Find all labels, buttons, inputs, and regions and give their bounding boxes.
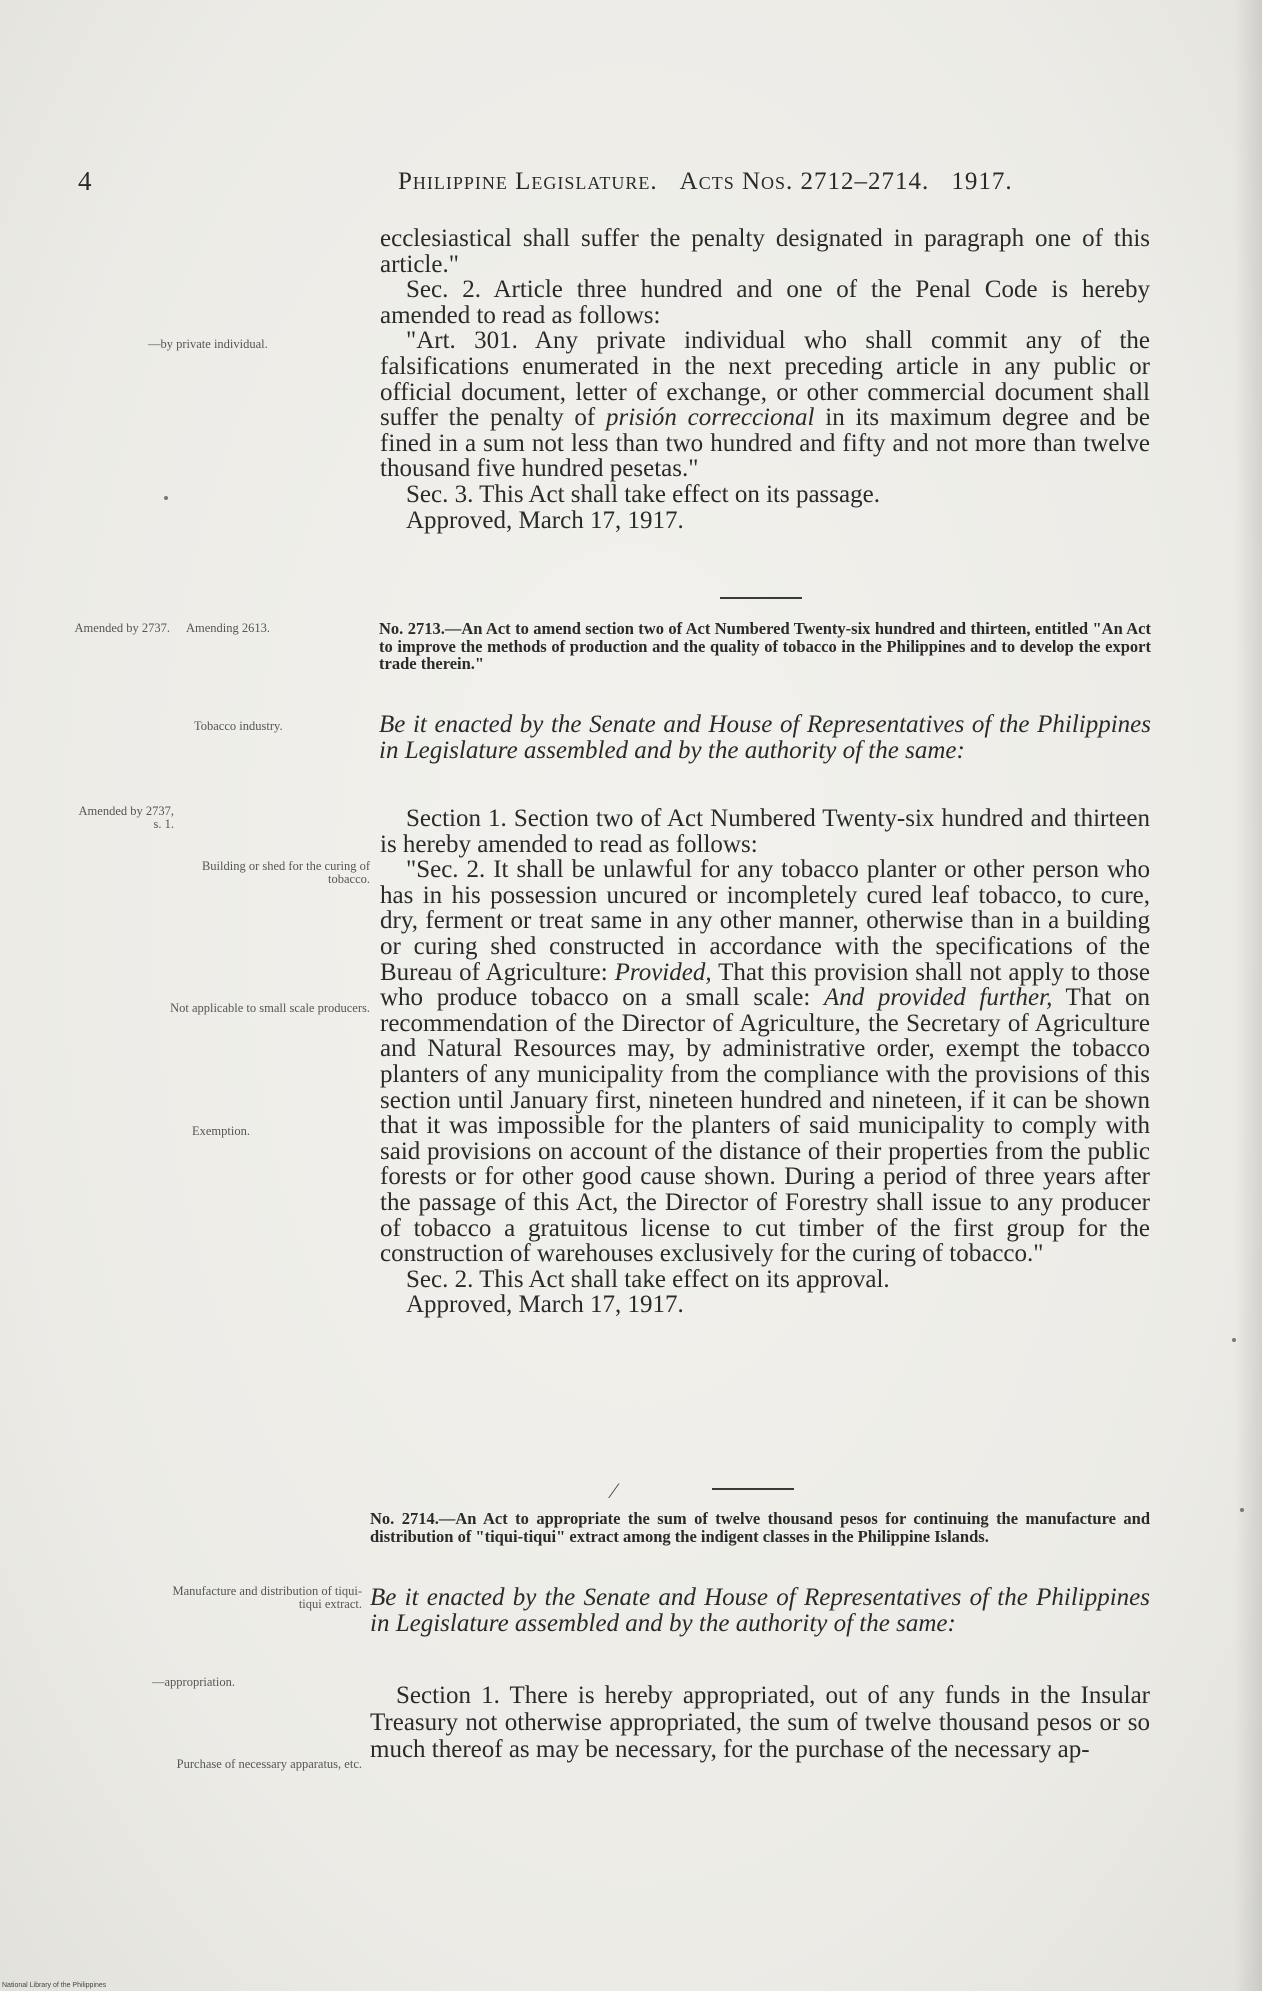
approved-date: Approved, March 17, 1917.	[406, 506, 684, 534]
margin-note-exemption: Exemption.	[192, 1124, 250, 1138]
margin-note-manufacture-distribution: Manufacture and distribution of tiqui-tiqui extract.	[172, 1584, 362, 1611]
act-2713-approved-date: Approved, March 17, 1917.	[406, 1291, 684, 1319]
page-header	[0, 166, 1262, 200]
margin-note-not-applicable: Not applicable to small scale producers.	[170, 1001, 370, 1015]
margin-note-appropriation: —appropriation.	[152, 1675, 235, 1689]
act-2713-enacting-clause: Be it enacted by the Senate and House of Representatives of the Philippines in Legislature assembled and by the authority of the same:	[379, 711, 1151, 764]
paragraph-sec-2: Sec. 2. Article three hundred and one of the Penal Code is hereby amended to read as follows:	[380, 276, 1150, 329]
act-2712-continuation	[380, 226, 1150, 533]
scan-speck	[1240, 1508, 1244, 1512]
scan-footer-note: National Library of the Philippines	[2, 1982, 107, 1989]
paragraph-art-301: "Art. 301. Any private individual who shall commit any of the falsifications enumerated in the next preceding article in any public or official document, letter of exchange, or other commercial document shall suffer the penalty of prisión correccional in its maximum degree and be fined in a sum not less than two hundred and fifty and not more than twelve thousand five hundred pesetas."	[380, 327, 1150, 483]
act-2714-section-1: Section 1. There is hereby appropriated, out of any funds in the Insular Treasury not otherwise appropriated, the sum of twelve thousand pesos or so much thereof as may be necessary, for the purchase of the necessary ap-	[370, 1682, 1150, 1763]
margin-note-tobacco-industry: Tobacco industry.	[194, 719, 283, 733]
running-head-title: Philippine Legislature.	[398, 168, 658, 195]
paragraph-continuation: ecclesiastical shall suffer the penalty designated in paragraph one of this article."	[380, 225, 1150, 278]
section-divider	[720, 597, 802, 599]
act-2713-body	[380, 806, 1150, 1318]
act-2714-enacting-clause: Be it enacted by the Senate and House of Representatives of the Philippines in Legislature assembled and by the authority of the same:	[370, 1584, 1150, 1637]
act-2714-body	[370, 1682, 1150, 1763]
margin-note-amended-by-2737-s1: Amended by 2737, s. 1.	[78, 804, 174, 831]
margin-note-amended-by-2737: Amended by 2737.	[74, 621, 170, 635]
page-number: 4	[78, 166, 92, 196]
margin-note-private-individual: —by private individual.	[148, 337, 268, 351]
act-2713-section-1: Section 1. Section two of Act Numbered Twenty-six hundred and thirteen is hereby amended to read as follows:	[380, 805, 1150, 858]
running-head-acts: Acts Nos. 2712–2714.	[679, 168, 930, 195]
page-edge-shadow	[1234, 0, 1262, 1991]
act-2713-section-2: Sec. 2. This Act shall take effect on its approval.	[406, 1265, 890, 1293]
scan-speck	[164, 496, 168, 500]
section-divider	[712, 1488, 794, 1490]
running-head-year: 1917.	[951, 168, 1013, 195]
margin-note-amending-2613: Amending 2613.	[186, 621, 271, 635]
pencil-mark: ⁄	[612, 1478, 616, 1503]
scan-speck	[1232, 1338, 1236, 1342]
act-2713-sec-2-text: "Sec. 2. It shall be unlawful for any tobacco planter or other person who has in his possession uncured or incompletely cured leaf tobacco, to cure, dry, ferment or treat same in any other manner, otherwise than in a building or curing shed constructed in accordance with the specifications of the Bureau of Agriculture: Provided, That this provision shall not apply to those who produce tobacco on a small scale: And provided further, That on recommendation of the Director of Agriculture, the Secretary of Agriculture and Natural Resources may, by administrative order, exempt the tobacco planters of any municipality from the compliance with the provisions of this section until January first, nineteen hundred and nineteen, if it can be shown that it was impossible for the planters of said municipality to comply with said provisions on account of the distance of their properties from the public forests or for other good cause shown. During a period of three years after the passage of this Act, the Director of Forestry shall issue to any producer of tobacco a gratuitous license to cut timber of the first group for the construction of warehouses exclusively for the curing of tobacco."	[380, 856, 1150, 1268]
act-2714-title: No. 2714.—An Act to appropriate the sum of twelve thousand pesos for continuing the manufacture and distribution of "tiqui-tiqui" extract among the indigent classes in the Philippine Islands.	[370, 1509, 1150, 1546]
margin-note-building-shed: Building or shed for the curing of tobacco.	[201, 859, 370, 886]
running-head	[398, 168, 1013, 196]
paragraph-sec-3: Sec. 3. This Act shall take effect on its passage.	[406, 480, 880, 508]
margin-note-purchase-apparatus: Purchase of necessary apparatus, etc.	[176, 1757, 362, 1771]
act-2713-title: No. 2713.—An Act to amend section two of Act Numbered Twenty-six hundred and thirteen, entitled "An Act to improve the methods of production and the quality of tobacco in the Philippines and to develop the export trade therein."	[379, 619, 1151, 674]
